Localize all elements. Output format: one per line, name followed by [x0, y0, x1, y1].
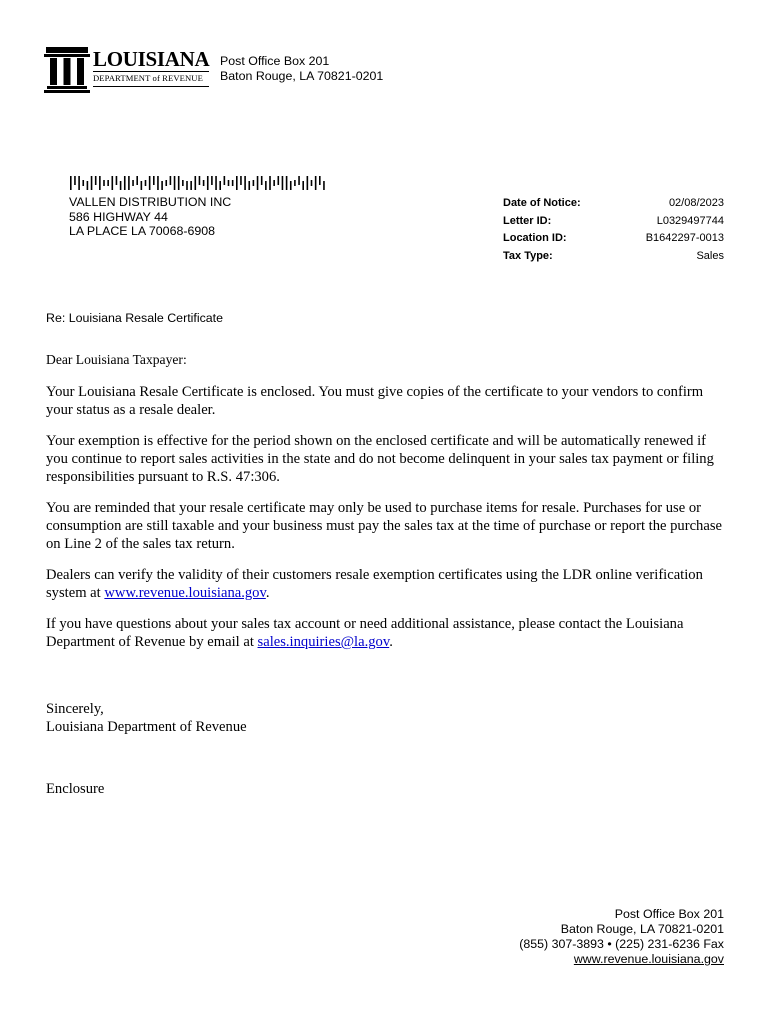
footer-line2: Baton Rouge, LA 70821-0201: [560, 922, 724, 936]
closing-sincerely: Sincerely,: [46, 701, 104, 717]
body-text: .: [265, 585, 270, 601]
header-address-line2: Baton Rouge, LA 70821-0201: [220, 69, 384, 83]
barcode-bar: [294, 180, 296, 186]
recipient-street: 586 HIGHWAY 44: [69, 209, 168, 224]
barcode-bar: [282, 176, 284, 190]
barcode-bar: [157, 176, 159, 190]
barcode-bar: [236, 176, 238, 190]
barcode-bar: [207, 176, 209, 190]
barcode-bar: [278, 176, 280, 185]
barcode-bar: [315, 176, 317, 190]
body-paragraph: Your exemption is effective for the period shown on the enclosed certificate and will be automatically renewed if you continue to report sales activities in the state and do not become delinquent in your sales tax payment or filing responsibilities pursuant to R.S. 47:306.: [46, 433, 714, 485]
body-text: Dealers can verify the validity of their customers resale exemption certificates using the LDR online verification system at: [46, 567, 703, 601]
barcode-bar: [87, 181, 89, 190]
barcode-bar: [132, 180, 134, 186]
footer-line1: Post Office Box 201: [614, 907, 724, 921]
barcode-bar: [153, 176, 155, 185]
barcode-bar: [141, 181, 143, 190]
barcode-bar: [302, 181, 304, 190]
barcode-bar: [273, 180, 275, 186]
barcode-bar: [99, 176, 101, 190]
barcode-bar: [174, 176, 176, 190]
barcode-bar: [91, 176, 93, 190]
header-address-line1: Post Office Box 201: [220, 54, 330, 68]
barcode-bar: [149, 176, 151, 190]
footer-website-link[interactable]: www.revenue.louisiana.gov: [573, 952, 724, 966]
barcode-bar: [323, 181, 325, 190]
notice-info-value: 02/08/2023: [668, 197, 724, 209]
header-address: [220, 54, 383, 84]
logo-divider-bottom: [93, 86, 209, 87]
letter-body: [46, 383, 726, 664]
barcode-bar: [203, 180, 205, 186]
barcode-bar: [186, 181, 188, 190]
body-paragraph: Your Louisiana Resale Certificate is enclosed. You must give copies of the certificate to your vendors to confirm your status as a resale dealer.: [46, 384, 704, 418]
barcode-bar: [128, 176, 130, 190]
body-paragraph: You are reminded that your resale certificate may only be used to purchase items for resale. Purchases for use or consumption are still taxable and your business must pay the sales tax at the time of purchase or report the purchase on Line 2 of the sales tax return.: [46, 500, 722, 552]
body-paragraph: [46, 566, 726, 602]
barcode-bar: [248, 181, 250, 190]
revenue-website-link[interactable]: www.revenue.louisiana.gov: [104, 585, 266, 601]
barcode-bar: [190, 181, 192, 190]
logo-divider: [93, 71, 209, 72]
barcode-bar: [70, 176, 72, 190]
notice-info-label: Date of Notice:: [503, 197, 581, 209]
recipient-address: [69, 195, 231, 239]
capitol-columns-icon: [44, 45, 90, 93]
barcode-bar: [199, 176, 201, 185]
barcode-bar: [244, 176, 246, 190]
barcode-bar: [103, 180, 105, 186]
barcode-bar: [307, 176, 309, 190]
barcode-bar: [219, 181, 221, 190]
barcode-bar: [95, 176, 97, 185]
barcode-bar: [78, 176, 80, 190]
barcode-bar: [319, 176, 321, 185]
barcode-bar: [211, 176, 213, 185]
barcode-bar: [265, 181, 267, 190]
notice-info-row: [503, 230, 724, 248]
notice-info-label: Tax Type:: [503, 249, 553, 262]
barcode-bar: [290, 181, 292, 190]
barcode-bar: [286, 176, 288, 190]
closing: [46, 701, 247, 736]
ldr-logo: [44, 45, 212, 93]
notice-info-row: [503, 213, 724, 231]
barcode-bar: [107, 180, 109, 186]
barcode-bar: [161, 181, 163, 190]
barcode-bar: [136, 176, 138, 185]
notice-info-value: Sales: [696, 249, 724, 262]
sales-inquiries-email-link[interactable]: sales.inquiries@la.gov: [257, 634, 390, 650]
recipient-city: LA PLACE LA 70068-6908: [69, 224, 216, 238]
recipient-name: VALLEN DISTRIBUTION INC: [69, 195, 232, 209]
barcode-bar: [165, 180, 167, 186]
closing-signature: Louisiana Department of Revenue: [46, 718, 247, 735]
notice-info-label: Location ID:: [503, 232, 567, 244]
notice-info-row: [503, 248, 724, 266]
enclosure-note: Enclosure: [46, 781, 105, 797]
barcode-bar: [120, 181, 122, 190]
logo-wordmark: LOUISIANA: [93, 47, 210, 71]
barcode-bar: [228, 180, 230, 186]
notice-info: [503, 195, 724, 265]
footer-address: [519, 907, 724, 967]
body-paragraph: [46, 615, 726, 651]
subject-line: Re: Louisiana Resale Certificate: [46, 311, 224, 325]
notice-info-value: L0329497744: [656, 214, 724, 227]
barcode-bar: [112, 176, 114, 190]
barcode-bar: [311, 180, 313, 186]
barcode-bar: [182, 180, 184, 186]
barcode-bar: [74, 176, 76, 185]
notice-info-value: B1642297-0013: [645, 232, 724, 244]
barcode-bar: [82, 180, 84, 186]
barcode-bar: [215, 176, 217, 190]
barcode-bar: [178, 176, 180, 190]
barcode-bar: [145, 180, 147, 186]
barcode-bar: [261, 176, 263, 185]
postal-barcode-icon: [70, 176, 330, 190]
body-text: .: [389, 634, 393, 650]
barcode-bar: [257, 176, 259, 190]
salutation: Dear Louisiana Taxpayer:: [46, 352, 187, 367]
barcode-bar: [224, 176, 226, 185]
barcode-bar: [170, 176, 172, 185]
barcode-bar: [298, 176, 300, 185]
barcode-bar: [195, 176, 197, 190]
body-text: If you have questions about your sales tax account or need additional assistance, please contact the Louisiana Department of Revenue by email at: [46, 616, 684, 650]
notice-info-row: [503, 195, 724, 213]
logo-department: DEPARTMENT of REVENUE: [93, 73, 203, 83]
barcode-bar: [232, 180, 234, 186]
barcode-bar: [253, 180, 255, 186]
barcode-bar: [124, 176, 126, 190]
barcode-bar: [116, 176, 118, 185]
notice-info-label: Letter ID:: [503, 214, 552, 227]
barcode-bar: [240, 176, 242, 185]
footer-phone: (855) 307-3893 • (225) 231-6236 Fax: [519, 937, 724, 951]
barcode-bar: [269, 176, 271, 190]
